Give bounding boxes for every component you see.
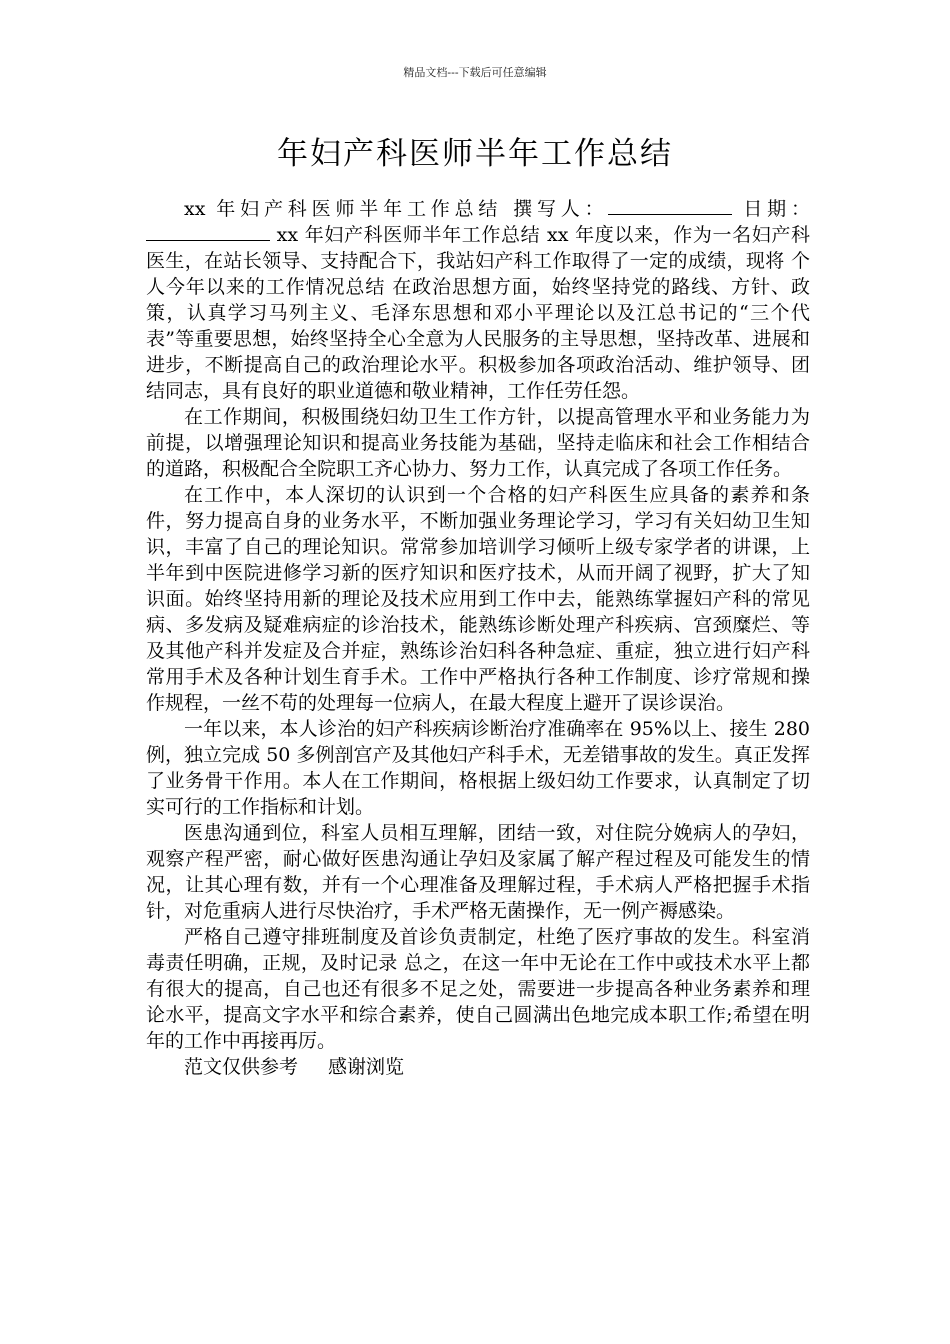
date-label: 日期： xyxy=(732,198,810,220)
document-header-note: 精品文档---下载后可任意编辑 xyxy=(403,66,547,79)
body-paragraph: 医患沟通到位，科室人员相互理解，团结一致，对住院分娩病人的孕妇，观察产程严密，耐心做好医患沟通让孕妇及家属了解产程过程及可能发生的情况，让其心理有数，并有一个心理准备及理解过程，手术病人严格把握手术指针，对危重病人进行尽快治疗，手术严格无菌操作，无一例产褥感染。 xyxy=(146,822,810,922)
closing-right: 感谢浏览 xyxy=(328,1056,405,1078)
author-blank xyxy=(608,196,732,215)
body-paragraph: 严格自己遵守排班制度及首诊负责制定，杜绝了医疗事故的发生。科室消毒责任明确，正规，及时记录 总之，在这一年中无论在工作中或技术水平上都有很大的提高，自己也还有很多不足之处，需要进一步提高各种业务素养和理论水平，提高文字水平和综合素养，使自己圆满出色地完成本职工作;希望在明年的工作中再接再厉。 xyxy=(146,926,810,1052)
closing-line xyxy=(146,1054,810,1080)
body-paragraph: 在工作期间，积极围绕妇幼卫生工作方针，以提高管理水平和业务能力为前提，以增强理论知识和提高业务技能为基础，坚持走临床和社会工作相结合的道路，积极配合全院职工齐心协力、努力工作，认真完成了各项工作任务。 xyxy=(146,406,810,480)
body-paragraph: 一年以来，本人诊治的妇产科疾病诊断治疗准确率在 95%以上、接生 280 例，独立完成 50 多例剖宫产及其他妇产科手术，无差错事故的发生。真正发挥了业务骨干作用。本人在工作期间，格根据上级妇幼工作要求，认真制定了切实可行的工作指标和计划。 xyxy=(146,718,810,818)
document-body xyxy=(146,196,810,1080)
closing-left: 范文仅供参考 xyxy=(184,1056,299,1078)
document-title: 年妇产科医师半年工作总结 xyxy=(277,136,673,172)
intro-paragraph xyxy=(146,196,810,404)
intro-body: xx 年妇产科医师半年工作总结 xx 年度以来，作为一名妇产科医生，在站长领导、支持配合下，我站妇产科工作取得了一定的成绩，现将 个人今年以来的工作情况总结 在政治思想方面，始终坚持党的路线、方针、政策，认真学习马列主义、毛泽东思想和邓小平理论以及江总书记的“三个代表”等重要思想，始终坚持全心全意为人民服务的主导思想，坚持改革、进展和进步，不断提高自己的政治理论水平。积极参加各项政治活动、维护领导、团结同志，具有良好的职业道德和敬业精神，工作任劳任怨。 xyxy=(146,224,810,402)
intro-lead: xx 年妇产科医师半年工作总结 撰写人： xyxy=(184,198,609,220)
date-blank xyxy=(146,222,270,241)
body-paragraph: 在工作中，本人深切的认识到一个合格的妇产科医生应具备的素养和条件，努力提高自身的业务水平，不断加强业务理论学习，学习有关妇幼卫生知识，丰富了自己的理论知识。常常参加培训学习倾听上级专家学者的讲课，上半年到中医院进修学习新的医疗知识和医疗技术，从而开阔了视野，扩大了知识面。始终坚持用新的理论及技术应用到工作中去，能熟练掌握妇产科的常见病、多发病及疑难病症的诊治技术，能熟练诊断处理产科疾病、宫颈糜烂、等及其他产科并发症及合并症，熟练诊治妇科各种急症、重症，独立进行妇产科常用手术及各种计划生育手术。工作中严格执行各种工作制度、诊疗常规和操作规程，一丝不苟的处理每一位病人，在最大程度上避开了误诊误治。 xyxy=(146,484,810,714)
